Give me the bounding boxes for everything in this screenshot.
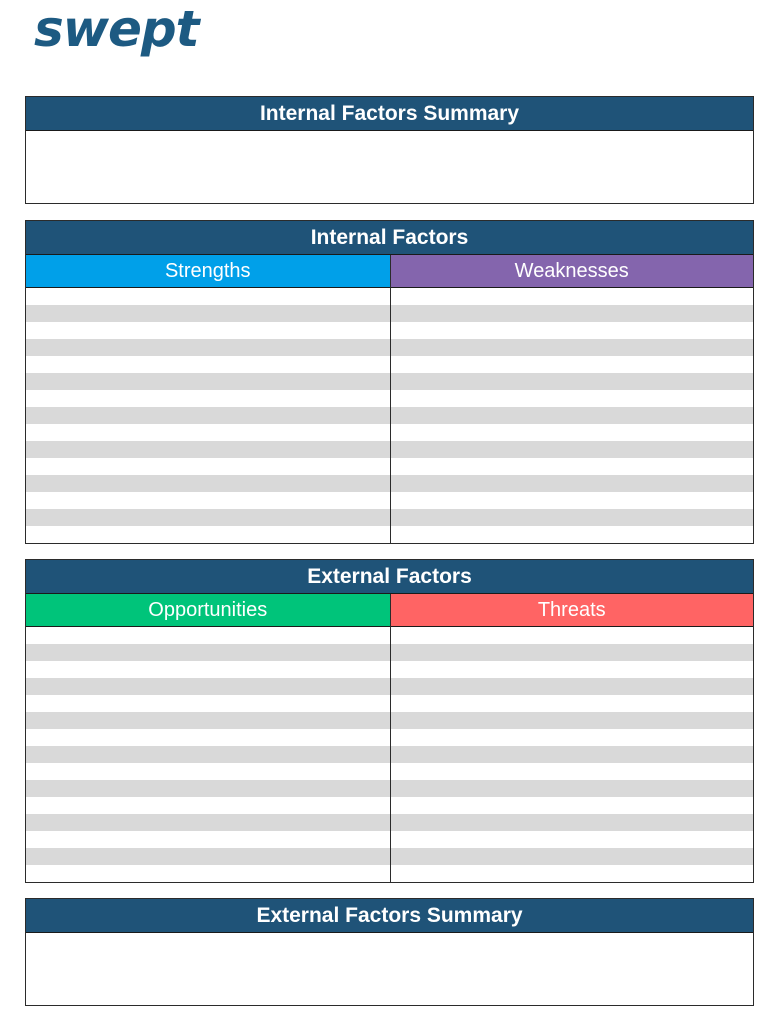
- swept-logo: swept: [34, 0, 199, 58]
- list-row[interactable]: [26, 661, 390, 678]
- list-row[interactable]: [26, 644, 390, 661]
- threats-header: Threats: [391, 594, 754, 627]
- list-row[interactable]: [26, 339, 390, 356]
- internal-factors-summary-section: [25, 96, 754, 204]
- internal-summary-title: Internal Factors Summary: [26, 97, 753, 131]
- internal-factors-section: [25, 220, 754, 544]
- opportunities-rows: [26, 627, 390, 882]
- list-row[interactable]: [26, 356, 390, 373]
- weaknesses-column: [390, 255, 754, 543]
- list-row[interactable]: [391, 322, 754, 339]
- list-row[interactable]: [26, 763, 390, 780]
- list-row[interactable]: [26, 288, 390, 305]
- list-row[interactable]: [26, 797, 390, 814]
- list-row[interactable]: [26, 526, 390, 543]
- list-row[interactable]: [391, 441, 754, 458]
- list-row[interactable]: [26, 475, 390, 492]
- list-row[interactable]: [26, 441, 390, 458]
- list-row[interactable]: [391, 627, 754, 644]
- list-row[interactable]: [26, 424, 390, 441]
- list-row[interactable]: [26, 712, 390, 729]
- list-row[interactable]: [391, 831, 754, 848]
- threats-rows: [391, 627, 754, 882]
- internal-factors-title: Internal Factors: [26, 221, 753, 255]
- list-row[interactable]: [26, 458, 390, 475]
- list-row[interactable]: [391, 509, 754, 526]
- list-row[interactable]: [26, 746, 390, 763]
- external-summary-title: External Factors Summary: [26, 899, 753, 933]
- list-row[interactable]: [391, 390, 754, 407]
- list-row[interactable]: [26, 780, 390, 797]
- list-row[interactable]: [26, 831, 390, 848]
- list-row[interactable]: [391, 339, 754, 356]
- list-row[interactable]: [391, 746, 754, 763]
- weaknesses-rows: [391, 288, 754, 543]
- list-row[interactable]: [391, 661, 754, 678]
- list-row[interactable]: [26, 407, 390, 424]
- strengths-column: [26, 255, 390, 543]
- strengths-rows: [26, 288, 390, 543]
- list-row[interactable]: [391, 424, 754, 441]
- list-row[interactable]: [26, 695, 390, 712]
- list-row[interactable]: [391, 678, 754, 695]
- list-row[interactable]: [26, 729, 390, 746]
- list-row[interactable]: [26, 509, 390, 526]
- list-row[interactable]: [391, 458, 754, 475]
- list-row[interactable]: [26, 678, 390, 695]
- strengths-header: Strengths: [26, 255, 390, 288]
- internal-summary-field[interactable]: [26, 131, 753, 203]
- opportunities-header: Opportunities: [26, 594, 390, 627]
- list-row[interactable]: [391, 288, 754, 305]
- list-row[interactable]: [26, 848, 390, 865]
- external-factors-section: [25, 559, 754, 883]
- list-row[interactable]: [26, 814, 390, 831]
- list-row[interactable]: [26, 373, 390, 390]
- list-row[interactable]: [26, 390, 390, 407]
- list-row[interactable]: [391, 475, 754, 492]
- list-row[interactable]: [391, 712, 754, 729]
- list-row[interactable]: [26, 627, 390, 644]
- list-row[interactable]: [391, 797, 754, 814]
- list-row[interactable]: [391, 729, 754, 746]
- list-row[interactable]: [391, 695, 754, 712]
- threats-column: [390, 594, 754, 882]
- list-row[interactable]: [26, 305, 390, 322]
- list-row[interactable]: [391, 865, 754, 882]
- list-row[interactable]: [391, 407, 754, 424]
- weaknesses-header: Weaknesses: [391, 255, 754, 288]
- list-row[interactable]: [391, 780, 754, 797]
- list-row[interactable]: [391, 305, 754, 322]
- list-row[interactable]: [391, 814, 754, 831]
- list-row[interactable]: [391, 526, 754, 543]
- list-row[interactable]: [391, 644, 754, 661]
- external-summary-field[interactable]: [26, 933, 753, 1005]
- list-row[interactable]: [26, 865, 390, 882]
- external-factors-summary-section: [25, 898, 754, 1006]
- opportunities-column: [26, 594, 390, 882]
- external-factors-title: External Factors: [26, 560, 753, 594]
- list-row[interactable]: [391, 492, 754, 509]
- list-row[interactable]: [391, 373, 754, 390]
- list-row[interactable]: [26, 492, 390, 509]
- list-row[interactable]: [391, 356, 754, 373]
- list-row[interactable]: [391, 763, 754, 780]
- list-row[interactable]: [391, 848, 754, 865]
- list-row[interactable]: [26, 322, 390, 339]
